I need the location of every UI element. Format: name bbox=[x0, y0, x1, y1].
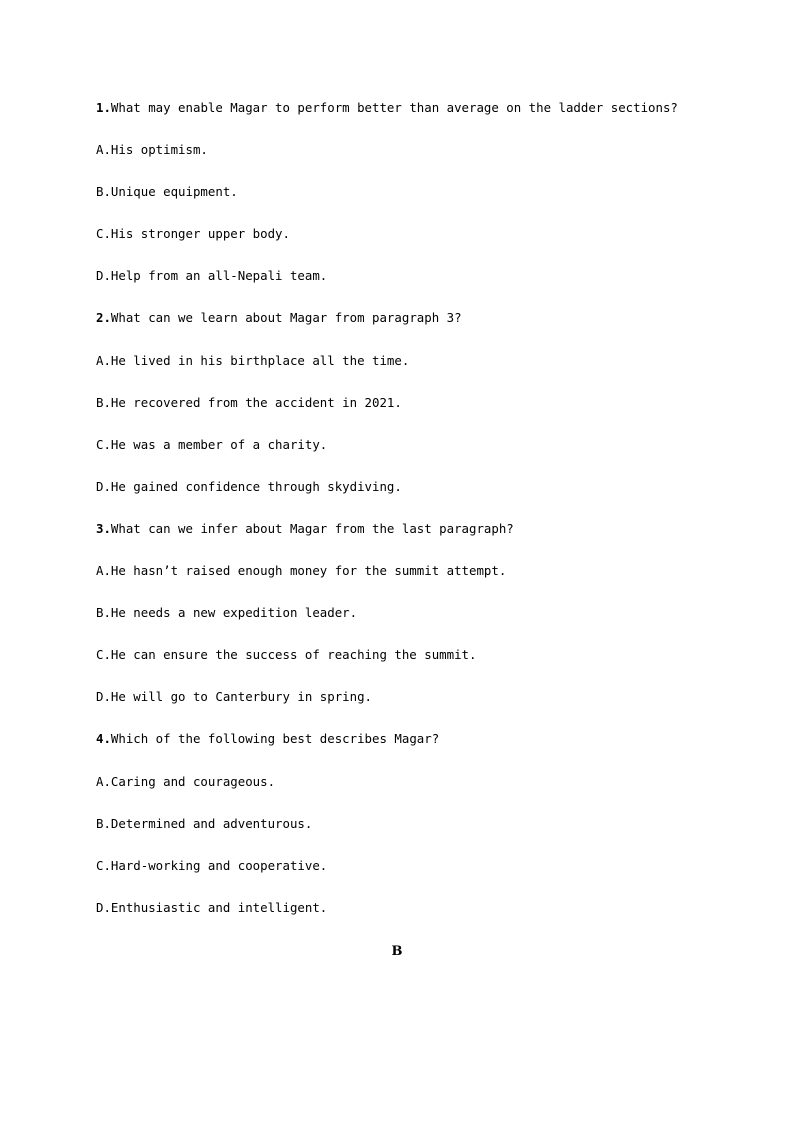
option-2c: C.He was a member of a charity. bbox=[96, 436, 328, 452]
option-4c: C.Hard-working and cooperative. bbox=[96, 857, 328, 873]
option-4d: D.Enthusiastic and intelligent. bbox=[96, 899, 328, 915]
question-list bbox=[96, 99, 716, 941]
question-4 bbox=[96, 730, 716, 748]
option-4b: B.Determined and adventurous. bbox=[96, 815, 313, 831]
section-heading: B bbox=[391, 944, 403, 959]
question-number: 3. bbox=[96, 520, 111, 536]
option-1b: B.Unique equipment. bbox=[96, 184, 238, 200]
option-3c: C.He can ensure the success of reaching the summit. bbox=[96, 647, 477, 663]
option-3b: B.He needs a new expedition leader. bbox=[96, 605, 358, 621]
option-1c: C.His stronger upper body. bbox=[96, 226, 290, 242]
option-3d: D.He will go to Canterbury in spring. bbox=[96, 689, 373, 705]
question-number: 4. bbox=[96, 731, 111, 747]
option-2d: D.He gained confidence through skydiving. bbox=[96, 478, 402, 494]
question-number: 1. bbox=[96, 100, 111, 115]
question-text: What may enable Magar to perform better than average on the ladder sections? bbox=[110, 100, 678, 115]
option-3a: A.He hasn’t raised enough money for the summit attempt. bbox=[96, 563, 507, 579]
option-2b: B.He recovered from the accident in 2021. bbox=[96, 394, 402, 410]
question-1 bbox=[96, 99, 716, 117]
question-2 bbox=[96, 309, 716, 327]
question-number: 2. bbox=[96, 310, 111, 326]
option-1d: D.Help from an all-Nepali team. bbox=[96, 268, 328, 284]
option-4a: A.Caring and courageous. bbox=[96, 773, 276, 789]
question-text: Which of the following best describes Magar? bbox=[110, 731, 440, 747]
question-text: What can we infer about Magar from the last paragraph? bbox=[110, 520, 514, 536]
question-3 bbox=[96, 520, 716, 538]
option-1a: A.His optimism. bbox=[96, 142, 208, 158]
question-text: What can we learn about Magar from paragraph 3? bbox=[110, 310, 462, 326]
option-2a: A.He lived in his birthplace all the time. bbox=[96, 352, 410, 368]
